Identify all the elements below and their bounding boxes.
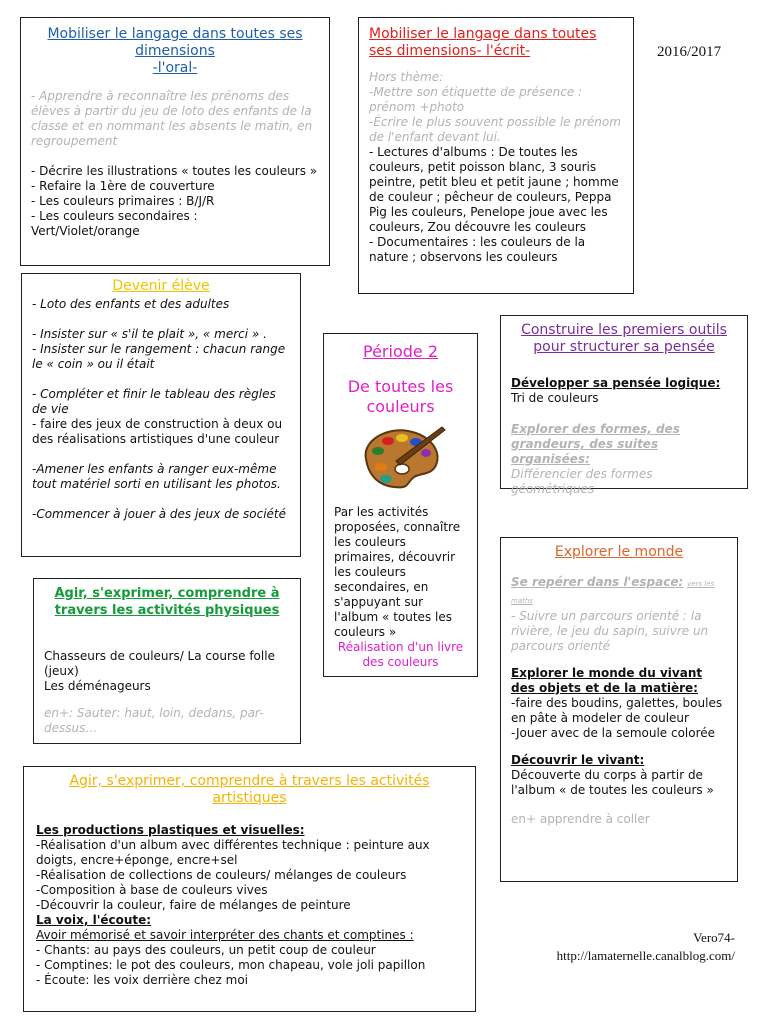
card-activites-artistiques: [23, 766, 476, 1012]
list-item: - Les couleurs primaires : B/J/R: [31, 194, 215, 208]
spacer: [32, 372, 290, 387]
list-item: -Amener les enfants à ranger eux-même tout matériel sorti en utilisant les photos.: [32, 462, 281, 491]
list-item: - Compléter et finir le tableau des règles de vie: [32, 387, 276, 416]
physique-extra: en+: Sauter: haut, loin, dedans, par-dessus…: [44, 706, 264, 735]
list-item: - Chants: au pays des couleurs, un petit coup de couleur: [36, 943, 376, 957]
monde-text-espace: - Suivre un parcours orienté : la rivière, le jeu du sapin, suivre un parcours orienté: [511, 609, 709, 653]
credit-url[interactable]: http://lamaternelle.canalblog.com/: [556, 948, 735, 963]
card-periode: [323, 333, 478, 677]
spacer: [32, 447, 290, 462]
outils-heading-formes: Explorer des formes, des grandeurs, des suites organisées:: [511, 422, 680, 466]
list-item: -faire des boudins, galettes, boules en pâte à modeler de couleur: [511, 696, 723, 725]
periode-title: Période 2: [363, 342, 438, 361]
list-item: - Insister sur « s'il te plait », « merci » .: [32, 327, 267, 341]
periode-realisation: Réalisation d'un livre des couleurs: [337, 640, 464, 669]
oral-intro: - Apprendre à reconnaître les prénoms des élèves à partir du jeu de loto des enfants de la classe et en nommant les absents le matin, en regroupement: [31, 89, 313, 148]
heading-note: vers les maths: [511, 580, 715, 605]
physique-list: [44, 649, 290, 694]
list-item: - Écoute: les voix derrière chez moi: [36, 973, 248, 987]
monde-heading-espace: [511, 575, 727, 609]
monde-extra: en+ apprendre à coller: [511, 812, 650, 826]
ecrit-gray: [369, 70, 623, 145]
heading-text: Se repérer dans l'espace:: [511, 575, 684, 589]
card-subtitle: -l'oral-: [152, 60, 198, 76]
list-item: -Réalisation d'un album avec différentes technique : peinture aux doigts, encre+éponge, encre+sel: [36, 838, 430, 867]
card-explorer-monde: [500, 537, 738, 882]
list-item: - Décrire les illustrations « toutes les couleurs »: [31, 164, 318, 178]
card-title: Explorer le monde: [554, 544, 684, 560]
list-item: - Les couleurs secondaires :: [31, 209, 198, 223]
artistique-heading-voix: La voix, l'écoute:: [36, 913, 152, 927]
card-title: Devenir élève: [112, 278, 210, 294]
list-item: -Composition à base de couleurs vives: [36, 883, 268, 897]
list-item: -Réalisation de collections de couleurs/ mélanges de couleurs: [36, 868, 407, 882]
artistique-heading-plastique: Les productions plastiques et visuelles:: [36, 823, 305, 837]
card-title: Agir, s'exprimer, comprendre à travers les activités physiques: [54, 586, 280, 618]
monde-heading-vivant-objets: Explorer le monde du vivant des objets et de la matière:: [511, 666, 703, 695]
list-item: - Documentaires : les couleurs de la nature ; observons les couleurs: [369, 235, 586, 264]
card-langage-ecrit: [358, 17, 634, 294]
eleve-list: [32, 297, 290, 522]
card-title: Construire les premiers outils pour structurer sa pensée: [521, 322, 727, 355]
list-item: Les déménageurs: [44, 679, 151, 693]
outils-heading-logique: Développer sa pensée logique:: [511, 376, 721, 390]
monde-heading-vivant: Découvrir le vivant:: [511, 753, 645, 767]
periode-theme: De toutes les couleurs: [347, 377, 454, 416]
monde-text-vivant: Découverte du corps à partir de l'album « de toutes les couleurs »: [511, 768, 714, 797]
list-item: - Refaire la 1ère de couverture: [31, 179, 215, 193]
ecrit-list: [369, 145, 623, 265]
list-item: - Insister sur le rangement : chacun range le « coin » ou il était: [32, 342, 286, 371]
artistique-list-plastique: [36, 838, 463, 913]
list-item: - Comptines: le pot des couleurs, mon chapeau, vole joli papillon: [36, 958, 426, 972]
list-item: -Jouer avec de la semoule colorée: [511, 726, 716, 740]
list-item: -Découvrir la couleur, faire de mélanges de peinture: [36, 898, 351, 912]
artistique-subheading-voix: Avoir mémorisé et savoir interpréter des chants et comptines :: [36, 928, 414, 942]
card-title: Agir, s'exprimer, comprendre à travers les activités artistiques: [69, 773, 430, 806]
card-devenir-eleve: [21, 273, 301, 557]
artistique-list-voix: [36, 943, 463, 988]
monde-text-vivant-objets: [511, 696, 727, 741]
card-title: Mobiliser le langage dans toutes ses dimensions: [47, 26, 303, 59]
card-activites-physiques: [33, 578, 301, 744]
gray-item: -Mettre son étiquette de présence : prénom +photo: [369, 85, 583, 114]
outils-text-formes: Différencier des formes géométriques: [511, 467, 653, 496]
card-langage-oral: [20, 17, 330, 266]
oral-list: [31, 164, 319, 239]
list-item: Chasseurs de couleurs/ La course folle (jeux): [44, 649, 275, 678]
card-title: Mobiliser le langage dans toutes ses dimensions- l'écrit-: [369, 26, 597, 59]
gray-item: -Écrire le plus souvent possible le prénom de l'enfant devant lui.: [369, 115, 621, 144]
gray-item: Hors thème:: [369, 70, 444, 84]
palette-icon: [356, 421, 446, 491]
spacer: [32, 312, 290, 327]
list-item: Vert/Violet/orange: [31, 224, 140, 238]
list-item: - faire des jeux de construction à deux ou des réalisations artistiques d'une couleur: [32, 417, 283, 446]
periode-description: Par les activités proposées, connaître les couleurs primaires, découvrir les couleurs secondaires, en s'appuyant sur l'album « toutes les couleurs »: [334, 505, 461, 639]
card-premiers-outils: [500, 315, 748, 496]
spacer: [32, 492, 290, 507]
credit-author: Vero74-: [693, 930, 735, 945]
list-item: - Loto des enfants et des adultes: [32, 297, 230, 311]
list-item: - Lectures d'albums : De toutes les couleurs, petit poisson blanc, 3 souris peintre, petit bleu et petit jaune ; homme de couleur ; pêcheur de couleurs, Peppa Pig les couleurs, Penelope joue avec les couleurs, Zou découvre les couleurs: [369, 145, 619, 234]
year-label: 2016/2017: [657, 44, 722, 60]
list-item: -Commencer à jouer à des jeux de société: [32, 507, 287, 521]
outils-text-logique: Tri de couleurs: [511, 391, 599, 405]
